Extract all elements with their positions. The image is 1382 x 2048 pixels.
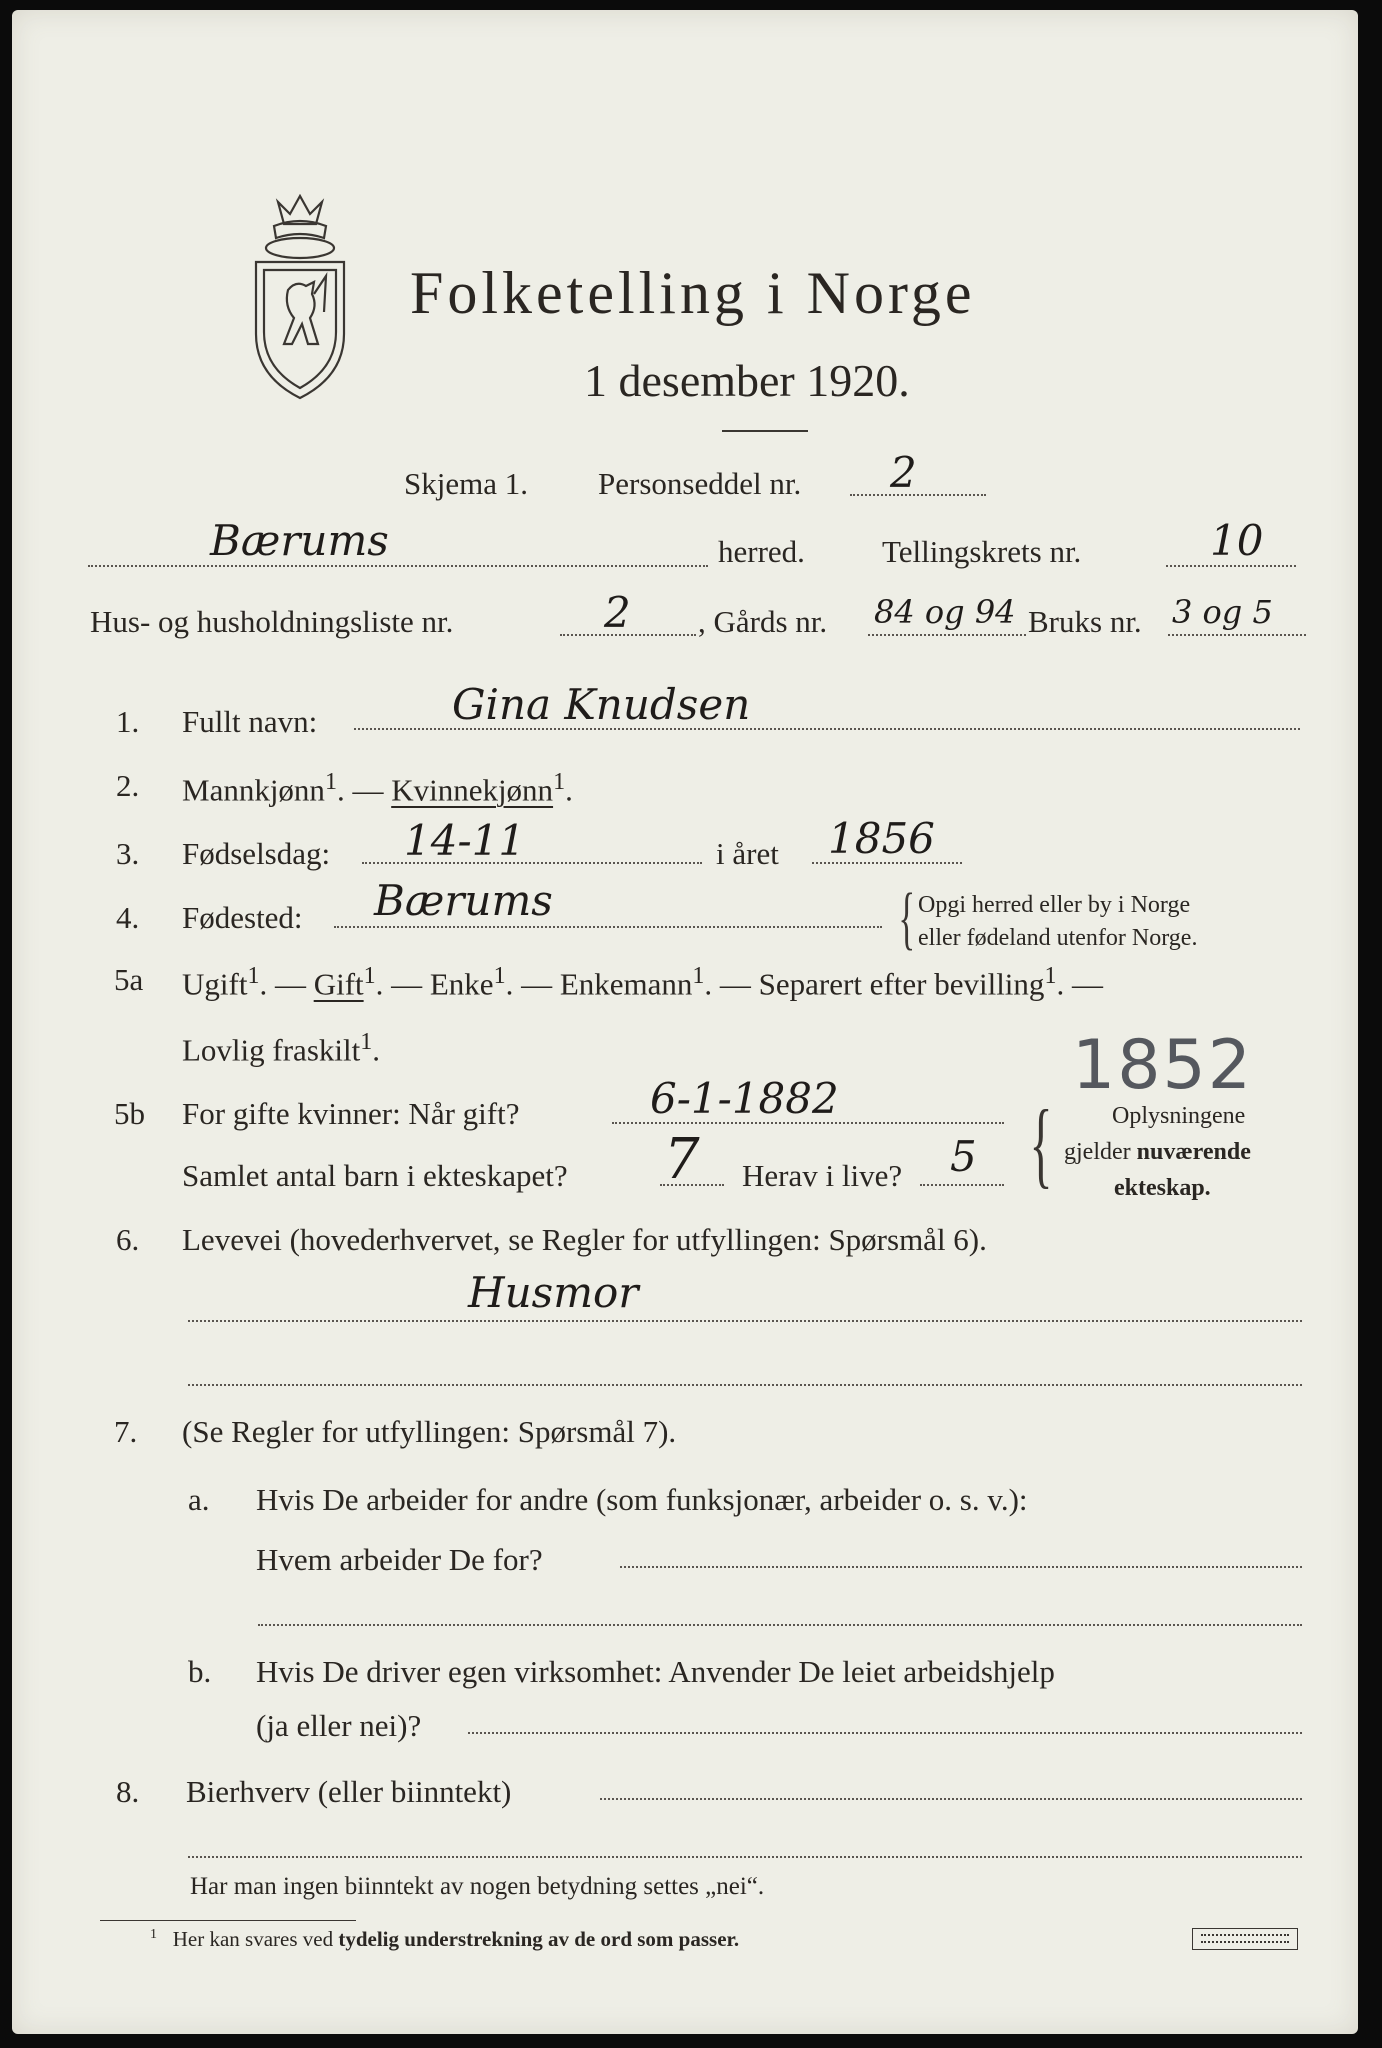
q5b-note-1: Oplysningene [1112, 1103, 1246, 1129]
q3-label: Fødselsdag: [182, 836, 331, 871]
q5a-separert: Separert efter bevilling [758, 966, 1045, 1002]
q5b-married-value: 6-1-1882 [650, 1074, 839, 1123]
norwegian-coat-of-arms-icon [244, 194, 356, 402]
q6-line-2 [188, 1384, 1302, 1386]
q7b-line [468, 1732, 1302, 1734]
q7b-label: Hvis De driver egen virksomhet: Anvender De leiet arbeidshjelp [256, 1654, 1055, 1689]
q3-value: 14-11 [404, 816, 526, 865]
q4-line [334, 926, 882, 928]
q5b-children-value: 7 [664, 1127, 700, 1192]
herred-label: herred. [718, 534, 805, 569]
q7-label: (Se Regler for utfyllingen: Spørsmål 7). [182, 1414, 677, 1449]
bruks-value: 3 og 5 [1172, 593, 1273, 631]
q6-number: 6. [116, 1222, 140, 1257]
q8-label: Bierhverv (eller biinntekt) [186, 1774, 512, 1809]
no-income-note: Har man ingen biinntekt av nogen betydning settes „nei“. [190, 1873, 765, 1900]
q5a-ugift: Ugift [182, 966, 248, 1002]
q5b-alive-line [920, 1184, 1004, 1186]
q5b-alive-value: 5 [950, 1132, 977, 1181]
tellingskrets-line [1166, 565, 1296, 567]
q7b-question: (ja eller nei)? [256, 1708, 422, 1743]
footnote-divider [100, 1920, 356, 1921]
q2-text: Mannkjønn$^1$. — Kvinnekjønn$^1$. [182, 769, 573, 808]
q4-value: Bærums [374, 876, 553, 925]
schema-label: Skjema 1. [404, 466, 528, 501]
q7a-question: Hvem arbeider De for? [256, 1542, 543, 1577]
q7a-line-2 [258, 1624, 1302, 1626]
footnote-mark: 1 [150, 1927, 157, 1942]
personseddel-line [850, 494, 986, 496]
q6-value: Husmor [468, 1268, 639, 1317]
gards-line [868, 634, 1026, 636]
q5b-note-3: ekteskap. [1114, 1175, 1211, 1201]
personseddel-label: Personseddel nr. [598, 466, 802, 501]
q7a-line-1 [620, 1566, 1302, 1568]
title-divider [722, 430, 808, 432]
q2-female: Kvinnekjønn [391, 772, 554, 808]
form-title: Folketelling i Norge [410, 260, 976, 326]
q4-label: Fødested: [182, 900, 303, 935]
gards-value: 84 og 94 [874, 593, 1016, 631]
gards-label: , Gårds nr. [698, 604, 828, 639]
q5a-fraskilt: Lovlig fraskilt$^1$. [182, 1029, 380, 1068]
q5a-number: 5a [114, 962, 144, 997]
footnote: $^1$ Her kan svares ved tydelig understrekning av de ord som passer. [150, 1927, 740, 1951]
q1-value: Gina Knudsen [452, 680, 751, 729]
q4-number: 4. [116, 900, 140, 935]
q6-label: Levevei (hovederhvervet, se Regler for utfyllingen: Spørsmål 6). [182, 1222, 987, 1257]
q5a-enke: Enke [429, 966, 494, 1002]
q8-line-2 [188, 1856, 1302, 1858]
q5b-label: For gifte kvinner: Når gift? [182, 1096, 520, 1131]
q2-number: 2. [116, 768, 140, 803]
q7b-number: b. [188, 1654, 212, 1689]
q3-number: 3. [116, 836, 140, 871]
personseddel-value: 2 [890, 448, 917, 497]
q7-number: 7. [114, 1414, 138, 1449]
hus-value: 2 [604, 588, 631, 637]
herred-value: Bærums [210, 516, 389, 565]
q6-line-1 [188, 1320, 1302, 1322]
census-date: 1 desember 1920. [584, 355, 910, 406]
q7a-label: Hvis De arbeider for andre (som funksjonær, arbeider o. s. v.): [256, 1482, 1028, 1517]
q8-number: 8. [116, 1774, 140, 1809]
hus-label: Hus- og husholdningsliste nr. [90, 604, 454, 639]
q4-brace: { [898, 880, 916, 957]
printer-stamp [1192, 1928, 1298, 1950]
q5b-alive-label: Herav i live? [742, 1158, 903, 1193]
q7a-number: a. [188, 1482, 210, 1517]
q4-note-2: eller fødeland utenfor Norge. [918, 925, 1198, 951]
q5b-note-2: gjelder nuværende [1064, 1139, 1251, 1165]
q5a-options: Ugift$^1$. — Gift$^1$. — Enke$^1$. — Enkemann$^1$. — Separert efter bevilling$^1$. — [182, 963, 1103, 1002]
q5b-children-label: Samlet antal barn i ekteskapet? [182, 1158, 568, 1193]
bruks-label: Bruks nr. [1028, 604, 1142, 639]
tellingskrets-label: Tellingskrets nr. [882, 534, 1082, 569]
herred-line [88, 565, 708, 567]
q3-year-label: i året [716, 836, 779, 871]
q5b-brace: { [1029, 1090, 1053, 1197]
q5b-number: 5b [114, 1096, 145, 1131]
q3-year-value: 1856 [828, 814, 935, 863]
q5a-margin-note: 1852 [1072, 1026, 1254, 1105]
q8-line-1 [600, 1798, 1302, 1800]
tellingskrets-value: 10 [1210, 516, 1264, 565]
q2-male: Mannkjønn [182, 772, 325, 808]
q4-note-1: Opgi herred eller by i Norge [918, 892, 1191, 918]
q1-number: 1. [116, 704, 140, 739]
q5a-enkemann: Enkemann [559, 966, 693, 1002]
q5a-gift: Gift [313, 966, 364, 1002]
q1-label: Fullt navn: [182, 704, 318, 739]
bruks-line [1168, 634, 1306, 636]
